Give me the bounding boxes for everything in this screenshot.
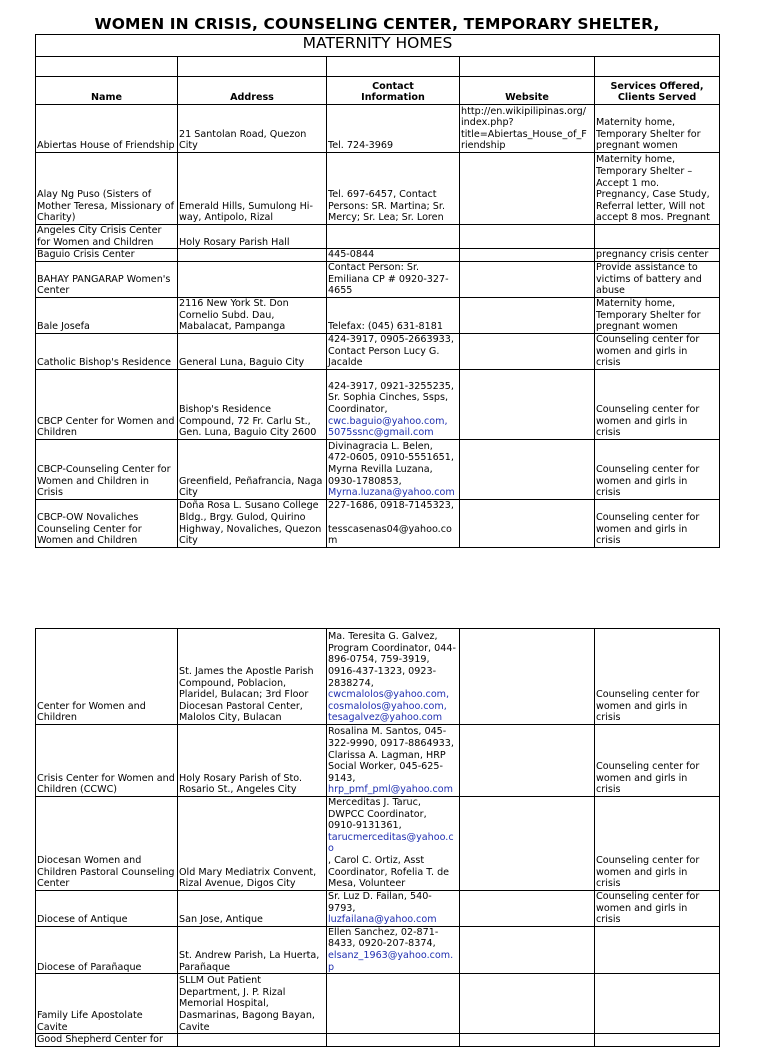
cell-services: Counseling center for women and girls in crisis — [595, 333, 720, 369]
directory-table-bottom — [35, 628, 720, 1047]
cell-website — [460, 225, 595, 249]
header-contact: Contact Information — [327, 77, 460, 105]
cell-name: CBCP Center for Women and Children — [36, 369, 178, 439]
contact-text-more: , Carol C. Ortiz, Asst Coordinator, Rofelia T. de Mesa, Volunteer — [328, 854, 450, 890]
cell-contact — [327, 153, 460, 225]
table-row — [36, 261, 720, 297]
contact-text: Rosalina M. Santos, 045- 322-9990, 0917-8864933, Clarissa A. Lagman, HRP Social Worker, 045-625- 9143, — [328, 726, 454, 784]
cell-services — [595, 974, 720, 1034]
cell-name: Diocese of Antique — [36, 890, 178, 926]
cell-address: San Jose, Antique — [178, 890, 327, 926]
cell-contact — [327, 105, 460, 153]
table-row — [36, 297, 720, 333]
cell-contact — [327, 1034, 460, 1047]
cell-contact — [327, 725, 460, 797]
cell-contact — [327, 797, 460, 891]
cell-website: http://en.wikipilipinas.org/ index.php? title=Abiertas_House_of_F riendship — [460, 105, 595, 153]
header-name: Name — [36, 77, 178, 105]
cell-address: Old Mary Mediatrix Convent, Rizal Avenue, Digos City — [178, 797, 327, 891]
contact-text: 227-1686, 0918-7145323, tesscasenas04@yahoo.co m — [328, 500, 454, 547]
title-row — [36, 35, 720, 57]
email-link[interactable]: tarucmerceditas@yahoo.co — [328, 831, 454, 855]
contact-text: Ma. Teresita G. Galvez, Program Coordinator, 044- 896-0754, 759-3919, 0916-437-1323, 0923- 2838274, — [328, 631, 456, 689]
table-row — [36, 105, 720, 153]
cell-address: Emerald Hills, Sumulong Hi- way, Antipolo, Rizal — [178, 153, 327, 225]
cell-contact — [327, 297, 460, 333]
cell-name: Center for Women and Children — [36, 629, 178, 725]
table-row — [36, 369, 720, 439]
blank-row — [36, 57, 720, 77]
table-row — [36, 797, 720, 891]
contact-text: 424-3917, 0905-2663933, Contact Person Lucy G. Jacalde — [328, 334, 454, 369]
header-services: Services Offered, Clients Served — [595, 77, 720, 105]
cell-name: Alay Ng Puso (Sisters of Mother Teresa, Missionary of Charity) — [36, 153, 178, 225]
cell-services — [595, 225, 720, 249]
cell-services: Counseling center for women and girls in crisis — [595, 439, 720, 499]
cell-website — [460, 369, 595, 439]
cell-contact — [327, 369, 460, 439]
cell-website — [460, 926, 595, 973]
cell-address: SLLM Out Patient Department, J. P. Rizal Memorial Hospital, Dasmarinas, Bagong Bayan, Cavite — [178, 974, 327, 1034]
cell-services: Counseling center for women and girls in crisis — [595, 629, 720, 725]
cell-address: 21 Santolan Road, Quezon City — [178, 105, 327, 153]
cell-name: Abiertas House of Friendship — [36, 105, 178, 153]
cell-contact — [327, 249, 460, 262]
cell-address — [178, 1034, 327, 1047]
cell-website — [460, 439, 595, 499]
cell-services — [595, 926, 720, 973]
table-row — [36, 333, 720, 369]
cell-services — [595, 1034, 720, 1047]
directory-table-top — [35, 34, 720, 548]
cell-name: Diocese of Parañaque — [36, 926, 178, 973]
cell-services: Maternity home, Temporary Shelter for pregnant women — [595, 105, 720, 153]
cell-name: BAHAY PANGARAP Women's Center — [36, 261, 178, 297]
table-row — [36, 629, 720, 725]
contact-text: 445-0844 — [328, 249, 375, 261]
cell-name: Family Life Apostolate Cavite — [36, 974, 178, 1034]
cell-services: Provide assistance to victims of battery and abuse — [595, 261, 720, 297]
cell-address: Greenfield, Peñafrancia, Naga City — [178, 439, 327, 499]
cell-website — [460, 974, 595, 1034]
email-link[interactable]: hrp_pmf_pml@yahoo.com — [328, 784, 453, 796]
cell-contact — [327, 439, 460, 499]
cell-contact — [327, 629, 460, 725]
contact-text: Tel. 697-6457, Contact Persons: SR. Martina; Sr. Mercy; Sr. Lea; Sr. Loren — [328, 189, 446, 224]
title-line-2: MATERNITY HOMES — [36, 35, 720, 57]
cell-name: Diocesan Women and Children Pastoral Counseling Center — [36, 797, 178, 891]
cell-contact — [327, 926, 460, 973]
header-row — [36, 77, 720, 105]
cell-services: Counseling center for women and girls in crisis — [595, 369, 720, 439]
contact-text: Merceditas J. Taruc, DWPCC Coordinator, 0910-9131361, — [328, 797, 427, 832]
cell-website — [460, 297, 595, 333]
cell-address: Holy Rosary Parish of Sto. Rosario St., Angeles City — [178, 725, 327, 797]
cell-name: Bale Josefa — [36, 297, 178, 333]
cell-website — [460, 261, 595, 297]
cell-address: St. Andrew Parish, La Huerta, Parañaque — [178, 926, 327, 973]
cell-name: CBCP-Counseling Center for Women and Children in Crisis — [36, 439, 178, 499]
cell-address: St. James the Apostle Parish Compound, Poblacion, Plaridel, Bulacan; 3rd Floor Diocesan Pastoral Center, Malolos City, Bulacan — [178, 629, 327, 725]
contact-text: Telefax: (045) 631-8181 — [328, 321, 443, 333]
email-link[interactable]: elsanz_1963@yahoo.com.p — [328, 949, 454, 973]
cell-website — [460, 890, 595, 926]
contact-text: Ellen Sanchez, 02-871- 8433, 0920-207-8374, — [328, 926, 439, 950]
cell-address: Doña Rosa L. Susano College Bldg., Brgy. Gulod, Quirino Highway, Novaliches, Quezon City — [178, 499, 327, 547]
cell-services: Maternity home, Temporary Shelter – Accept 1 mo. Pregnancy, Case Study, Referral letter, Will not accept 8 mos. Pregnant — [595, 153, 720, 225]
table-row — [36, 249, 720, 262]
table-row — [36, 1034, 720, 1047]
table-row — [36, 725, 720, 797]
table-row — [36, 926, 720, 973]
cell-contact — [327, 974, 460, 1034]
cell-website — [460, 1034, 595, 1047]
cell-address: 2116 New York St. Don Cornelio Subd. Dau, Mabalacat, Pampanga — [178, 297, 327, 333]
cell-name: Crisis Center for Women and Children (CCWC) — [36, 725, 178, 797]
cell-address: Holy Rosary Parish Hall — [178, 225, 327, 249]
cell-name: Baguio Crisis Center — [36, 249, 178, 262]
cell-website — [460, 333, 595, 369]
cell-website — [460, 499, 595, 547]
cell-contact — [327, 890, 460, 926]
table-row — [36, 890, 720, 926]
cell-name: CBCP-OW Novaliches Counseling Center for Women and Children — [36, 499, 178, 547]
email-link[interactable]: cwcmalolos@yahoo.com, cosmalolos@yahoo.com, tesagalvez@yahoo.com — [328, 689, 450, 724]
page-title — [35, 16, 719, 33]
cell-website — [460, 797, 595, 891]
cell-name: Angeles City Crisis Center for Women and Children — [36, 225, 178, 249]
contact-text: Contact Person: Sr. Emiliana CP # 0920-327- 4655 — [328, 262, 449, 297]
cell-services: Maternity home, Temporary Shelter for pregnant women — [595, 297, 720, 333]
cell-website — [460, 629, 595, 725]
table-row — [36, 225, 720, 249]
cell-address — [178, 261, 327, 297]
table-row — [36, 974, 720, 1034]
header-website: Website — [460, 77, 595, 105]
cell-services: Counseling center for women and girls in crisis — [595, 725, 720, 797]
cell-website — [460, 249, 595, 262]
header-address: Address — [178, 77, 327, 105]
cell-name: Good Shepherd Center for — [36, 1034, 178, 1047]
cell-services: Counseling center for women and girls in crisis — [595, 499, 720, 547]
cell-services: Counseling center for women and girls in crisis — [595, 890, 720, 926]
cell-contact — [327, 499, 460, 547]
cell-contact — [327, 225, 460, 249]
email-link[interactable]: luzfailana@yahoo.com — [328, 914, 437, 926]
table-row — [36, 439, 720, 499]
cell-services: Counseling center for women and girls in crisis — [595, 797, 720, 891]
cell-name: Catholic Bishop's Residence — [36, 333, 178, 369]
cell-address — [178, 249, 327, 262]
cell-website — [460, 153, 595, 225]
contact-text: Divinagracia L. Belen, 472-0605, 0910-5551651, Myrna Revilla Luzana, 0930-1780853, — [328, 440, 454, 487]
email-link[interactable]: Myrna.luzana@yahoo.com — [328, 487, 455, 499]
contact-text: Tel. 724-3969 — [328, 140, 394, 152]
cell-website — [460, 725, 595, 797]
contact-text: Sr. Luz D. Failan, 540- 9793, — [328, 890, 432, 914]
cell-contact — [327, 261, 460, 297]
title-line-1: WOMEN IN CRISIS, COUNSELING CENTER, TEMPORARY SHELTER, — [94, 15, 660, 33]
cell-contact — [327, 333, 460, 369]
cell-address: Bishop's Residence Compound, 72 Fr. Carlu St., Gen. Luna, Baguio City 2600 — [178, 369, 327, 439]
table-row — [36, 499, 720, 547]
cell-address: General Luna, Baguio City — [178, 333, 327, 369]
contact-text: 424-3917, 0921-3255235, Sr. Sophia Cinches, Ssps, Coordinator, — [328, 380, 454, 415]
email-link[interactable]: cwc.baguio@yahoo.com, 5075ssnc@gmail.com — [328, 415, 448, 439]
cell-services: pregnancy crisis center — [595, 249, 720, 262]
table-row — [36, 153, 720, 225]
